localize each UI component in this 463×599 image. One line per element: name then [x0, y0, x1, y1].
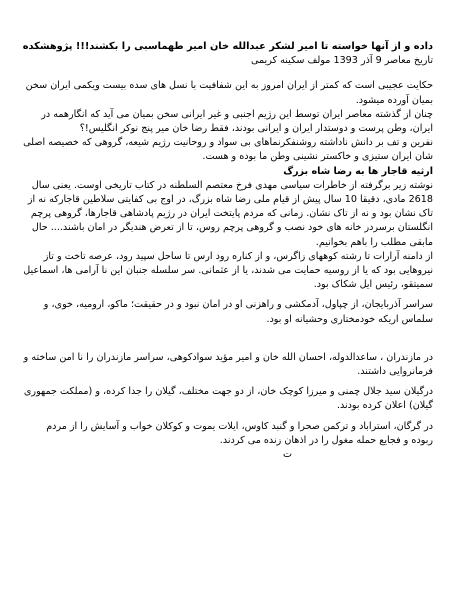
- paragraph-intro: حکایت عجیبی است که کمتر از ایران امروز به این شفافیت با نسل های سده بیست ویکمی ایران سخن بمیان آورده میشود.: [25, 80, 433, 106]
- paragraph-gorgan: در گرگان، استراباد و ترکمن صحرا و گنبد کاوس، ایلات یموت و کوکلان خواب و آسایش را از مردم ربوده و فجایع حمله مغول را در اذهان زنده می کردند.: [46, 420, 433, 446]
- paragraph-ararat: از دامنه آرارات تا رشته کوههای زاگرس، و از کناره رود ارس تا ساحل سپید رود، عرصه تاخت و تاز نیروهایی بود که یا از روسیه حمایت می شدند، یا از عثمانی. سر سلسله جنبان این نا آرامی ها، اسماعیل سمیتقو، رئیس ایل شکاک بود.: [23, 250, 433, 291]
- section-heading: ارثیه قاجار ها به رضا شاه بزرگ: [283, 165, 433, 177]
- spacer: [22, 68, 433, 79]
- end-mark: ت: [282, 449, 293, 461]
- paragraph-past: چنان از گذشته معاصر ایران توسط این رژیم اجنبی و غیر ایرانی سخن بمیان می آید که انگارهمه در ایران، وطن پرست و دوستدار ایران و ایرانی بودند، فقط رضا خان میر پنج نوکر انگلیس!؟: [41, 108, 433, 135]
- paragraph-azerbaijan: سراسر آذربایجان، از چپاول، آدمکشی و راهزنی او در امان نبود و در حقیقت؛ ماکو، ارومیه، خوی، و سلماس اریکه خودمختاری وحشیانه او بود.: [43, 299, 433, 325]
- article-body: [22, 40, 433, 462]
- paragraph-mazandaran: در مازندران ، ساعدالدوله، احسان الله خان و امیر مؤید سوادکوهی، سراسر مازندران را نا امن ساخته و فرمانروایی داشتند.: [23, 351, 433, 378]
- paragraph-curse: نفرین و تف بر دانش ناداشته روشنفکرنماهای بی سواد و روحانیت رژیم شیعه، گروهی که خصیصه اصلی شان ایران ستیزی و خاکستر نشینی وطن ما بوده و هست.: [23, 137, 433, 163]
- paragraph-gilan: درگیلان سید جلال چمنی و میرزا کوچک خان، از دو جهت مختلف، گیلان را جدا کرده، و (مملکت جمهوری گیلان) اعلان کرده بودند.: [23, 386, 433, 412]
- article-title: داده و از آنها خواسته تا امیر لشکر عبدالله خان امیر طهماسبی را بکشند!!! پژوهشکده: [22, 41, 433, 52]
- paragraph-memoir: نوشته زیر برگرفته از خاطرات سیاسی مهدی فرخ معتصم السلطنه در کتاب تاریخی اوست. یعنی سال 2618 مادی، دقیقا 10 سال پیش از قیام ملی رضا شاه بزرگ، در اوج بی کفایتی سلاطین قاجارکه نه از تاک نشان بود و نه از تاک نشان. زمانی که مردم پایتخت ایران در رژیم پادشاهی قاجارها، گروهی پرچم انگلستان برسردر خانه های خود نصب و گروهی پرچم روس، تا از تعرض هندیگر در امان باشند.... حال مابقی مطلب را باهم بخوانیم.: [27, 179, 433, 248]
- spacer: [22, 327, 433, 351]
- article-byline: تاریخ معاصر 9 آذر 1393 مولف سکینه کریمی: [251, 55, 433, 67]
